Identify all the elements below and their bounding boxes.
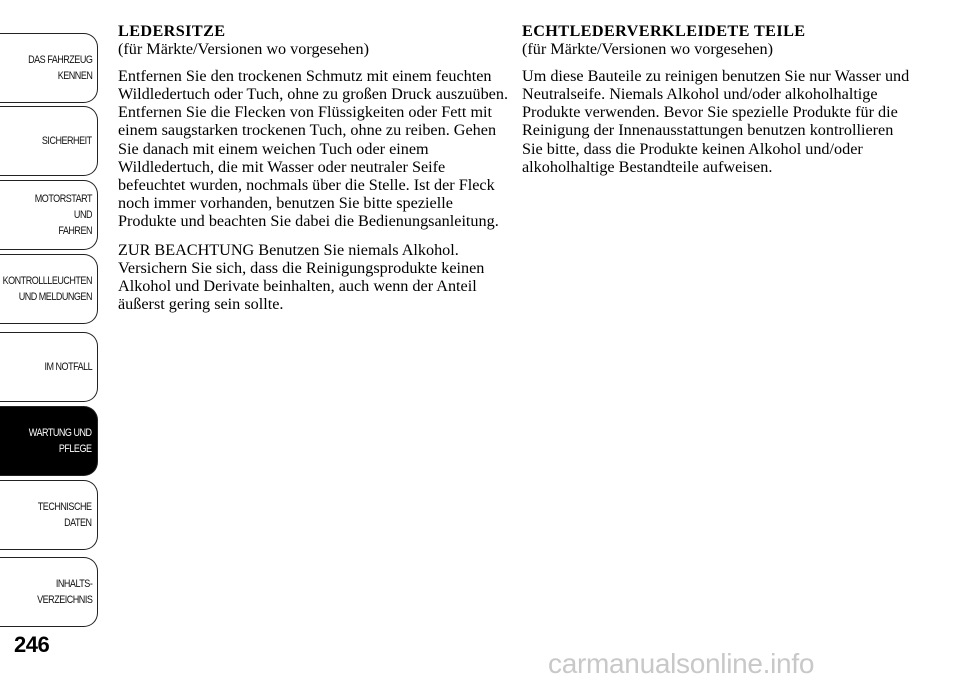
tab-label: IM NOTFALL (44, 361, 92, 373)
tab-label: INHALTS- VERZEICHNIS (36, 578, 92, 606)
section-subheading: (für Märkte/Versionen wo vorgesehen) (522, 40, 773, 59)
tab-label: WARTUNG UND PFLEGE (29, 427, 92, 455)
body-paragraph: Entfernen Sie den trockenen Schmutz mit einem feuchten Wildledertuch oder Tuch, ohne zu großen Druck auszuüben. Entfernen Sie die Flecken von Flüssigkeiten oder Fett mit einem saugstarken trockenen Tuch, ohne zu reiben. Gehen Sie danach mit einem weichen Tuch oder einem Wildledertuch, die mit Wasser oder neutraler Seife befeuchtet wurden, nochmals über die Stelle. Ist der Fleck noch immer vorhanden, benutzen Sie bitte spezielle Produkte und beachten Sie dabei die Bedienungsanleitung. (118, 67, 508, 230)
tab-label: MOTORSTART UND FAHREN (34, 193, 92, 237)
tab-sicherheit[interactable] (0, 106, 98, 176)
tab-inhaltsverzeichnis[interactable] (0, 557, 98, 627)
section-subheading: (für Märkte/Versionen wo vorgesehen) (118, 40, 369, 59)
section-ledersitze (118, 22, 508, 324)
tab-label: DAS FAHRZEUG KENNEN (27, 54, 92, 82)
tab-technische-daten[interactable] (0, 480, 98, 550)
page-number: 246 (14, 632, 50, 657)
section-echtlederverkleidete-teile (522, 22, 912, 187)
body-paragraph: Um diese Bauteile zu reinigen benutzen Sie nur Wasser und Neutralseife. Niemals Alkohol und/oder alkoholhaltige Produkte verwenden. Bevor Sie spezielle Produkte für die Reinigung der Innenausstattungen benutzen kontrollieren Sie bitte, dass die Produkte keinen Alkohol und/oder alkoholhaltige Bestandteile aufweisen. (522, 67, 910, 176)
section-heading: LEDERSITZE (118, 22, 226, 40)
note-paragraph: ZUR BEACHTUNG Benutzen Sie niemals Alkohol. Versichern Sie sich, dass die Reinigungsprodukte keinen Alkohol und Derivate beinhalten, auch wenn der Anteil äußerst gering sein sollte. (118, 241, 485, 314)
tab-das-fahrzeug-kennen[interactable] (0, 33, 98, 103)
tab-label: KONTROLLLEUCHTEN UND MELDUNGEN (2, 275, 92, 303)
tab-label: TECHNISCHE DATEN (38, 501, 92, 529)
tab-kontrollleuchten-und-meldungen[interactable] (0, 254, 98, 324)
tab-im-notfall[interactable] (0, 332, 98, 402)
section-heading: ECHTLEDERVERKLEIDETE TEILE (522, 22, 806, 40)
tab-label: SICHERHEIT (42, 135, 92, 147)
watermark-text: carmanualsonline.info (548, 648, 815, 679)
tab-wartung-und-pflege[interactable] (0, 406, 98, 476)
chapter-tab-sidebar (0, 0, 100, 640)
tab-motorstart-und-fahren[interactable] (0, 180, 98, 250)
